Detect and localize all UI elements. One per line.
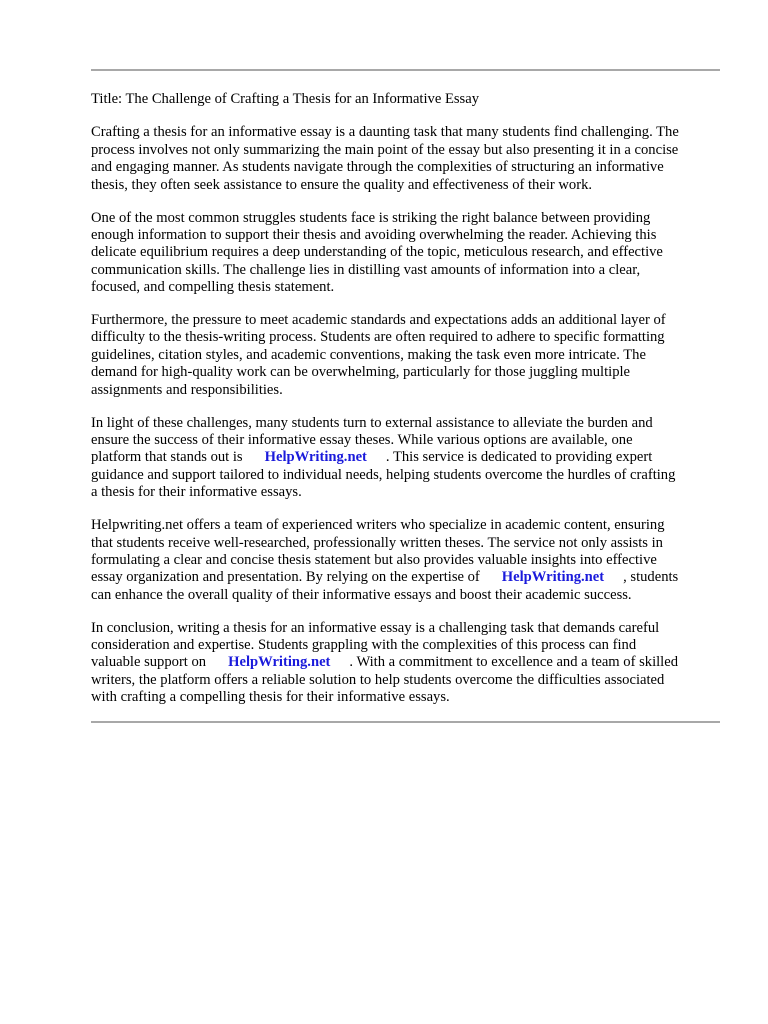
paragraph-line: Furthermore, the pressure to meet academic standards and expectations adds an additional layer of [91,312,666,329]
paragraph-line: enough information to support their thesis and avoiding overwhelming the reader. Achieving this [91,226,657,243]
paragraph-line: , students [623,569,679,586]
paragraph-5 [91,517,731,604]
paragraph-line: . This service is dedicated to providing expert [385,449,653,466]
helpwriting-link[interactable]: HelpWriting.net [264,449,367,466]
paragraph-line: guidance and support tailored to individual needs, helping students overcome the hurdles of crafting [91,466,676,483]
paragraph-line: demand for high-quality work can be overwhelming, particularly for those juggling multiple [91,364,631,381]
paragraph-line: essay organization and presentation. By relying on the expertise of [91,569,480,586]
top-divider [91,69,720,71]
paragraph-line: guidelines, citation styles, and academic conventions, making the task even more intricate. The [91,346,646,363]
paragraph-2 [91,210,731,297]
paragraph-3 [91,312,731,399]
paragraph-line: delicate equilibrium requires a deep understanding of the topic, meticulous research, and effective [91,244,663,261]
paragraph-line: focused, and compelling thesis statement. [91,279,335,296]
paragraph-line: and engaging manner. As students navigate through the complexities of structuring an informative [91,159,664,176]
paragraph-1 [91,124,731,194]
paragraph-line: ensure the success of their informative essay theses. While various options are available, one [91,432,633,448]
bottom-divider [91,721,720,723]
helpwriting-link[interactable]: HelpWriting.net [501,569,605,586]
paragraph-line: formulating a clear and concise thesis statement but also provides valuable insights into effective [91,551,657,568]
paragraph-line: difficulty to the thesis-writing process. Students are often required to adhere to specific formatting [91,329,665,346]
document-title [91,91,731,108]
paragraph-line: process involves not only summarizing the main point of the essay but also presenting it in a concise [91,141,679,158]
paragraph-line: that students receive well-researched, professionally written theses. The service not only assists in [91,534,663,551]
paragraph-line: . With a commitment to excellence and a team of skilled [349,654,679,671]
paragraph-line: consideration and expertise. Students grappling with the complexities of this process can find [91,637,637,654]
paragraph-line: In light of these challenges, many students turn to external assistance to alleviate the burden and [91,414,653,431]
paragraph-line: platform that stands out is [91,449,243,466]
paragraph-line: One of the most common struggles students face is striking the right balance between providing [91,209,651,226]
helpwriting-link[interactable]: HelpWriting.net [228,654,331,671]
title-text: Title: The Challenge of Crafting a Thesis for an Informative Essay [91,91,480,107]
paragraph-line: In conclusion, writing a thesis for an informative essay is a challenging task that demands careful [91,619,660,636]
paragraph-line: thesis, they often seek assistance to ensure the quality and effectiveness of their work. [91,176,593,193]
paragraph-4 [91,415,731,502]
paragraph-line: Crafting a thesis for an informative essay is a daunting task that many students find challenging. The [91,124,679,141]
paragraph-6 [91,620,731,707]
paragraph-line: Helpwriting.net offers a team of experienced writers who specialize in academic content, ensuring [91,517,665,534]
paragraph-line: a thesis for their informative essays. [91,484,302,501]
paragraph-line: writers, the platform offers a reliable solution to help students overcome the difficulties associated [91,671,665,688]
paragraph-line: can enhance the overall quality of their informative essays and boost their academic success. [91,586,632,603]
paragraph-line: valuable support on [91,654,207,671]
document-body [91,91,731,722]
paragraph-line: communication skills. The challenge lies in distilling vast amounts of information into a clear, [91,261,641,278]
paragraph-line: assignments and responsibilities. [91,381,283,398]
paragraph-line: with crafting a compelling thesis for their informative essays. [91,689,450,706]
